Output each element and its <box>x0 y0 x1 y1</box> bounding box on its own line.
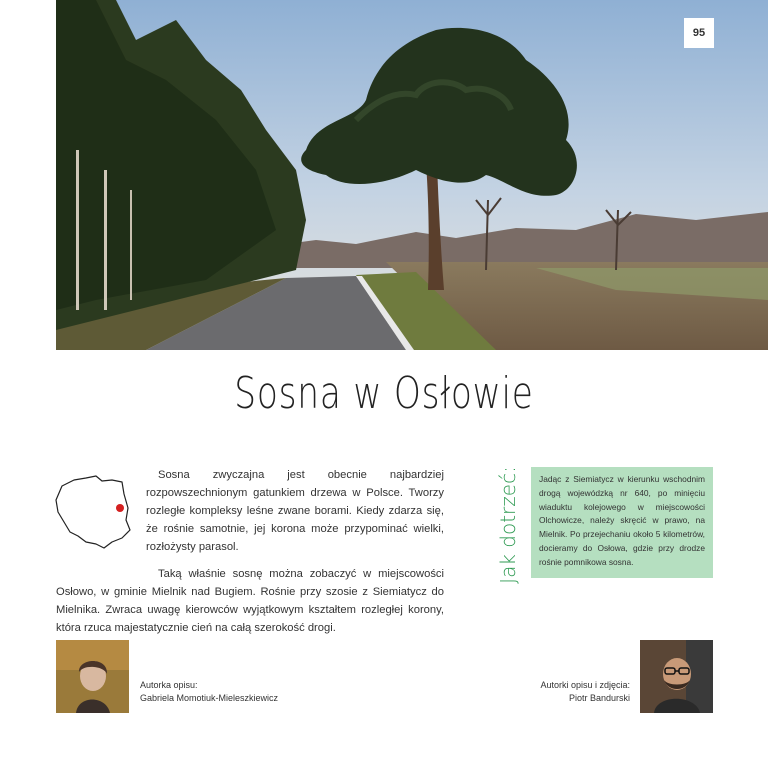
author-2-role: Autorki opisu i zdjęcia: <box>540 680 630 690</box>
article-title: Sosna w Osłowie <box>234 368 534 419</box>
author-1-credit <box>140 679 278 705</box>
author-2-name: Piotr Bandurski <box>568 693 630 703</box>
article-body <box>56 466 444 637</box>
directions-label: Jak dotrzeć: <box>496 466 520 584</box>
author-1-name: Gabriela Momotiuk-Mieleszkiewicz <box>140 693 279 703</box>
author-photo-piotr <box>640 640 713 713</box>
directions-box: Jadąc z Siemiatycz w kierunku wschodnim drogą wojewódzką nr 640, po minięciu wiaduktu kolejowego w miejscowości Olchowicze, należy skręcić w prawo, na Mielnik. Po przejechaniu około 5 kilometrów, docieramy do Osłowa, gdzie przy drodze rośnie pomnikowa sosna. <box>531 467 713 578</box>
article-paragraph-1: Sosna zwyczajna jest obecnie najbardziej rozpowszechnionym gatunkiem drzewa w Polsce. Tworzy rozległe kompleksy leśne zwane borami. Kiedy zdarza się, że rośnie samotnie, jej korona może przypominać wielki, rozłożysty parasol. <box>146 469 444 553</box>
author-1-role: Autorka opisu: <box>140 680 198 690</box>
page-number: 95 <box>684 18 714 48</box>
main-photo-pine-tree <box>56 0 768 350</box>
author-photo-gabriela <box>56 640 129 713</box>
author-2-credit <box>500 679 630 705</box>
article-paragraph-2: Taką właśnie sosnę można zobaczyć w miejscowości Osłowo, w gminie Mielnik nad Bugiem. Rośnie przy szosie z Siemiatycz do Mielnika. Zwraca uwagę kierowców wyjątkowym kształtem rozległej korony, która rzuca majestatycznie cień na całą szerokość drogi. <box>56 568 444 634</box>
